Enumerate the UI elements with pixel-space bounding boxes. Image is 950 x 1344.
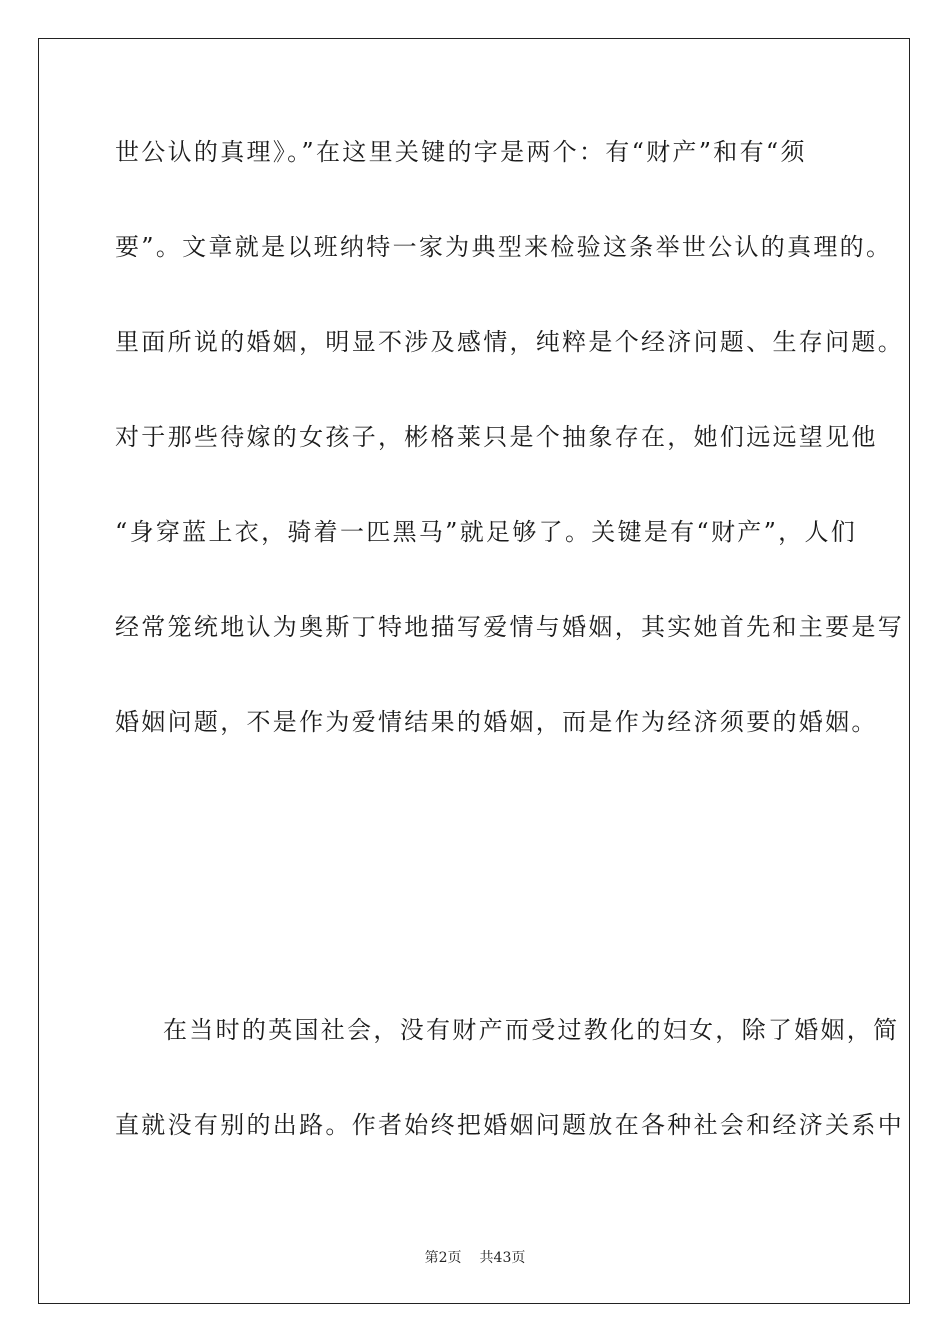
body-text-line-7: 婚姻问题，不是作为爱情结果的婚姻，而是作为经济须要的婚姻。	[115, 708, 878, 736]
total-pages: 共43页	[479, 1250, 526, 1266]
paragraph-2-first-line: 在当时的英国社会，没有财产而受过教化的妇女，除了婚姻，简	[163, 1016, 900, 1044]
body-text-line-9: 直就没有别的出路。作者始终把婚姻问题放在各种社会和经济关系中	[115, 1111, 904, 1139]
page-number: 第2页	[424, 1250, 462, 1266]
body-text-line-4: 对于那些待嫁的女孩子，彬格莱只是个抽象存在，她们远远望见他	[115, 423, 878, 451]
body-text-line-1: 世公认的真理》。”在这里关键的字是两个：有“财产”和有“须	[115, 138, 807, 166]
body-text-line-3: 里面所说的婚姻，明显不涉及感情，纯粹是个经济问题、生存问题。	[115, 328, 904, 356]
body-text-line-5: “身穿蓝上衣，骑着一匹黑马”就足够了。关键是有“财产”，人们	[115, 518, 858, 546]
page-footer	[0, 1247, 950, 1267]
body-text-line-2: 要”。文章就是以班纳特一家为典型来检验这条举世公认的真理的。	[115, 233, 893, 261]
body-text-line-6: 经常笼统地认为奥斯丁特地描写爱情与婚姻，其实她首先和主要是写	[115, 613, 904, 641]
